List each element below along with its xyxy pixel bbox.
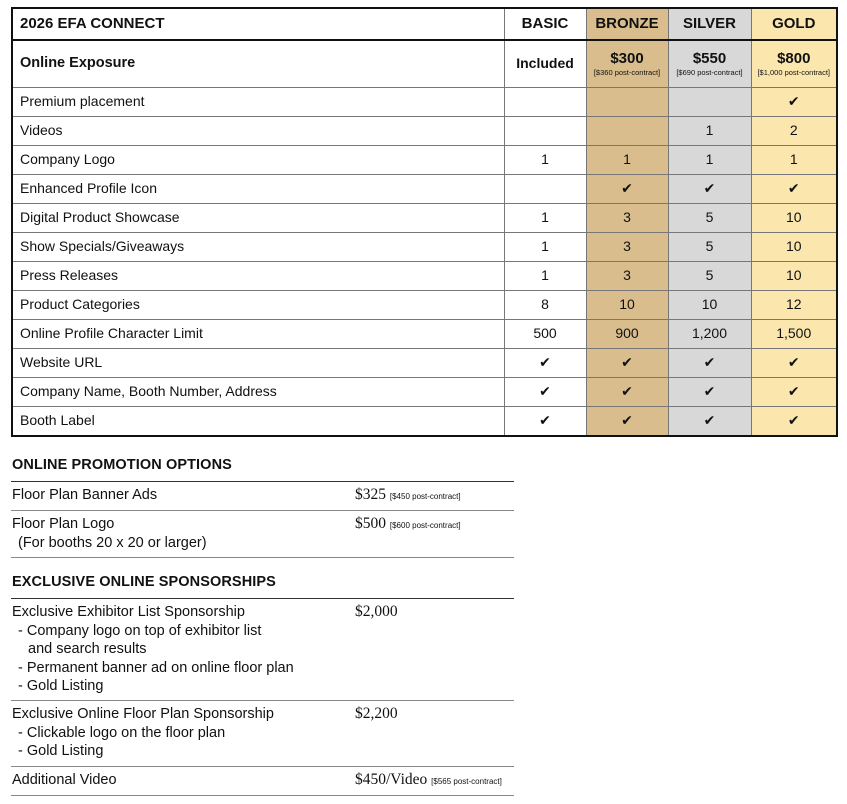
silver-value: ✔ bbox=[668, 378, 751, 407]
gold-value: 10 bbox=[751, 204, 837, 233]
sponsorship-floor-plan bbox=[12, 705, 274, 761]
basic-value: 1 bbox=[504, 146, 586, 175]
bronze-price: $300 bbox=[610, 50, 644, 68]
basic-value bbox=[504, 117, 586, 146]
silver-value: ✔ bbox=[668, 407, 751, 437]
divider bbox=[11, 481, 514, 482]
tier-header-basic: BASIC bbox=[504, 8, 586, 40]
price-value: $500 bbox=[355, 515, 386, 532]
gold-value: ✔ bbox=[751, 349, 837, 378]
basic-value: 8 bbox=[504, 291, 586, 320]
bronze-post-contract-note: [$360 post-contract] bbox=[593, 67, 661, 77]
sponsorship-benefit: - Clickable logo on the floor plan bbox=[18, 724, 226, 741]
gold-value: ✔ bbox=[751, 378, 837, 407]
feature-label: Company Logo bbox=[12, 146, 504, 175]
bronze-value: 3 bbox=[586, 204, 668, 233]
gold-price-cell bbox=[751, 40, 837, 88]
feature-label: Show Specials/Giveaways bbox=[12, 233, 504, 262]
silver-value: 5 bbox=[668, 204, 751, 233]
table-row bbox=[12, 349, 837, 378]
basic-value: 500 bbox=[504, 320, 586, 349]
divider bbox=[11, 557, 514, 558]
promotion-item-price bbox=[355, 515, 461, 535]
gold-value: ✔ bbox=[751, 88, 837, 117]
gold-value: 2 bbox=[751, 117, 837, 146]
basic-value: ✔ bbox=[504, 378, 586, 407]
divider bbox=[11, 700, 514, 701]
gold-value: 1 bbox=[751, 146, 837, 175]
table-row bbox=[12, 407, 837, 437]
post-contract-note: [$565 post-contract] bbox=[431, 777, 502, 786]
table-title: 2026 EFA CONNECT bbox=[12, 8, 504, 40]
tier-comparison-table bbox=[11, 7, 838, 437]
price-value: $450/Video bbox=[355, 771, 428, 788]
silver-value: ✔ bbox=[668, 349, 751, 378]
sponsorship-benefit: - Gold Listing bbox=[18, 678, 104, 694]
table-row bbox=[12, 262, 837, 291]
gold-value: 10 bbox=[751, 233, 837, 262]
gold-value: ✔ bbox=[751, 175, 837, 204]
promotion-item-price bbox=[355, 486, 461, 506]
gold-value: 12 bbox=[751, 291, 837, 320]
divider bbox=[11, 766, 514, 767]
bronze-price-cell bbox=[586, 40, 668, 88]
bronze-value: 1 bbox=[586, 146, 668, 175]
additional-video-item bbox=[12, 771, 117, 790]
tier-header-gold: GOLD bbox=[751, 8, 837, 40]
tier-header-bronze: BRONZE bbox=[586, 8, 668, 40]
basic-value: ✔ bbox=[504, 349, 586, 378]
basic-value bbox=[504, 88, 586, 117]
post-contract-note: [$600 post-contract] bbox=[389, 521, 461, 530]
table-row bbox=[12, 175, 837, 204]
bronze-value: 3 bbox=[586, 262, 668, 291]
feature-label: Product Categories bbox=[12, 291, 504, 320]
bronze-value: 900 bbox=[586, 320, 668, 349]
table-row bbox=[12, 320, 837, 349]
bronze-value: ✔ bbox=[586, 378, 668, 407]
sponsorship-benefit: - Company logo on top of exhibitor list bbox=[18, 622, 262, 639]
sponsorship-section-title: EXCLUSIVE ONLINE SPONSORSHIPS bbox=[12, 574, 276, 590]
bronze-value: 10 bbox=[586, 291, 668, 320]
gold-value: 1,500 bbox=[751, 320, 837, 349]
feature-label: Digital Product Showcase bbox=[12, 204, 504, 233]
promotion-item-banner-ads bbox=[12, 486, 157, 505]
bronze-value: ✔ bbox=[586, 349, 668, 378]
feature-label: Online Profile Character Limit bbox=[12, 320, 504, 349]
silver-value: 1 bbox=[668, 117, 751, 146]
exposure-price-row bbox=[12, 40, 837, 88]
feature-label: Premium placement bbox=[12, 88, 504, 117]
gold-post-contract-note: [$1,000 post-contract] bbox=[757, 67, 831, 77]
bronze-value: ✔ bbox=[586, 175, 668, 204]
silver-value: ✔ bbox=[668, 175, 751, 204]
silver-value: 10 bbox=[668, 291, 751, 320]
feature-label: Website URL bbox=[12, 349, 504, 378]
feature-label: Videos bbox=[12, 117, 504, 146]
table-row bbox=[12, 378, 837, 407]
bronze-value bbox=[586, 88, 668, 117]
feature-label: Press Releases bbox=[12, 262, 504, 291]
promotion-section-title: ONLINE PROMOTION OPTIONS bbox=[12, 457, 232, 473]
gold-price: $800 bbox=[777, 50, 811, 68]
sponsorship-name: Exclusive Exhibitor List Sponsorship bbox=[12, 604, 245, 620]
silver-value: 5 bbox=[668, 262, 751, 291]
silver-value bbox=[668, 88, 751, 117]
sponsorship-name: Exclusive Online Floor Plan Sponsorship bbox=[12, 706, 274, 722]
bronze-value: 3 bbox=[586, 233, 668, 262]
table-row bbox=[12, 88, 837, 117]
table-row bbox=[12, 117, 837, 146]
feature-label: Booth Label bbox=[12, 407, 504, 437]
sponsorship-benefit: - Permanent banner ad on online floor plan bbox=[18, 659, 294, 676]
divider bbox=[11, 795, 514, 796]
silver-price: $550 bbox=[692, 50, 727, 68]
basic-value: ✔ bbox=[504, 407, 586, 437]
sponsorship-benefit: and search results bbox=[28, 641, 147, 657]
feature-label: Company Name, Booth Number, Address bbox=[12, 378, 504, 407]
bronze-value: ✔ bbox=[586, 407, 668, 437]
promotion-item-name: Floor Plan Banner Ads bbox=[12, 487, 158, 503]
sponsorship-exhibitor-list bbox=[12, 603, 294, 696]
additional-video-price bbox=[355, 771, 502, 791]
silver-value: 1 bbox=[668, 146, 751, 175]
gold-value: ✔ bbox=[751, 407, 837, 437]
basic-value: 1 bbox=[504, 233, 586, 262]
promotion-item-detail: (For booths 20 x 20 or larger) bbox=[18, 534, 207, 551]
exposure-label: Online Exposure bbox=[12, 40, 504, 88]
table-row bbox=[12, 233, 837, 262]
basic-value: 1 bbox=[504, 262, 586, 291]
price-value: $325 bbox=[355, 486, 386, 503]
table-row bbox=[12, 146, 837, 175]
feature-label: Enhanced Profile Icon bbox=[12, 175, 504, 204]
bronze-value bbox=[586, 117, 668, 146]
promotion-item-floor-plan-logo bbox=[12, 515, 207, 552]
tier-header-silver: SILVER bbox=[668, 8, 751, 40]
basic-value bbox=[504, 175, 586, 204]
divider bbox=[11, 598, 514, 599]
gold-value: 10 bbox=[751, 262, 837, 291]
sponsorship-benefit: - Gold Listing bbox=[18, 743, 104, 759]
silver-post-contract-note: [$690 post-contract] bbox=[676, 67, 743, 77]
table-header-row bbox=[12, 8, 837, 40]
sponsorship-price: $2,000 bbox=[355, 603, 398, 620]
basic-value: 1 bbox=[504, 204, 586, 233]
silver-value: 5 bbox=[668, 233, 751, 262]
sponsorship-name: Additional Video bbox=[12, 772, 117, 788]
sponsorship-price: $2,200 bbox=[355, 705, 398, 722]
basic-price: Included bbox=[504, 40, 586, 88]
table-row bbox=[12, 204, 837, 233]
silver-price-cell bbox=[668, 40, 751, 88]
post-contract-note: [$450 post-contract] bbox=[389, 492, 461, 501]
silver-value: 1,200 bbox=[668, 320, 751, 349]
divider bbox=[11, 510, 514, 511]
table-row bbox=[12, 291, 837, 320]
promotion-item-name: Floor Plan Logo bbox=[12, 516, 115, 532]
